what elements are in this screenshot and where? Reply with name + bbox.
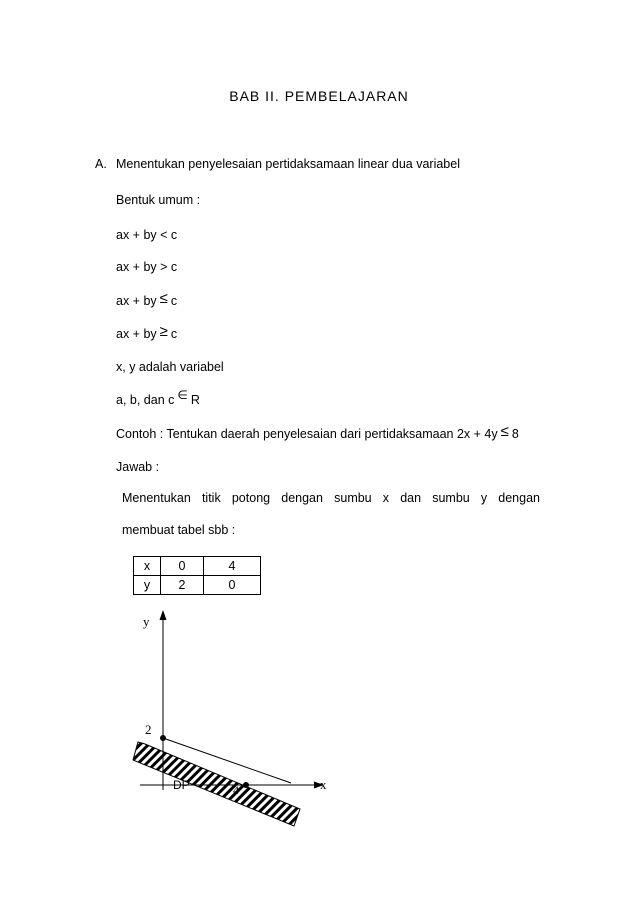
shaded-region <box>133 742 300 826</box>
table-cell: x <box>134 557 161 576</box>
x-axis-label: x <box>320 777 327 792</box>
x-intercept-label: 4 <box>233 783 239 797</box>
y-intercept-point <box>160 735 166 741</box>
inequality-greater: ax + by > c <box>116 260 178 274</box>
step-text-line2: membuat tabel sbb : <box>122 523 236 537</box>
constant-note: a, b, dan c ∈ R <box>116 388 200 407</box>
table-cell: 4 <box>204 557 261 576</box>
y-axis-label: y <box>143 614 150 629</box>
page-title: BAB II. PEMBELAJARAN <box>229 88 409 104</box>
step-text-line1: Menentukan titik potong dengan sumbu x dan sumbu y dengan <box>122 491 540 505</box>
answer-label: Jawab : <box>116 460 160 474</box>
table-cell: 0 <box>161 557 204 576</box>
table-cell: 2 <box>161 576 204 595</box>
y-intercept-label: 2 <box>145 722 152 737</box>
region-label: DP <box>173 778 190 792</box>
y-axis-arrow <box>160 610 167 620</box>
variable-note: x, y adalah variabel <box>116 360 224 374</box>
example-text: Contoh : Tentukan daerah penyelesaian dari pertidaksamaan 2x + 4y ≤ 8 <box>116 423 519 441</box>
x-intercept-point <box>243 782 249 788</box>
general-form-label: Bentuk umum : <box>116 193 201 207</box>
section-marker: A. <box>95 157 107 171</box>
table-cell: y <box>134 576 161 595</box>
table-cell: 0 <box>204 576 261 595</box>
inequality-less: ax + by < c <box>116 228 178 242</box>
inequality-less-equal: ax + by ≤ c <box>116 290 178 308</box>
inequality-greater-equal: ax + by ≥ c <box>116 323 178 341</box>
section-heading: Menentukan penyelesaian pertidaksamaan linear dua variabel <box>116 157 460 171</box>
